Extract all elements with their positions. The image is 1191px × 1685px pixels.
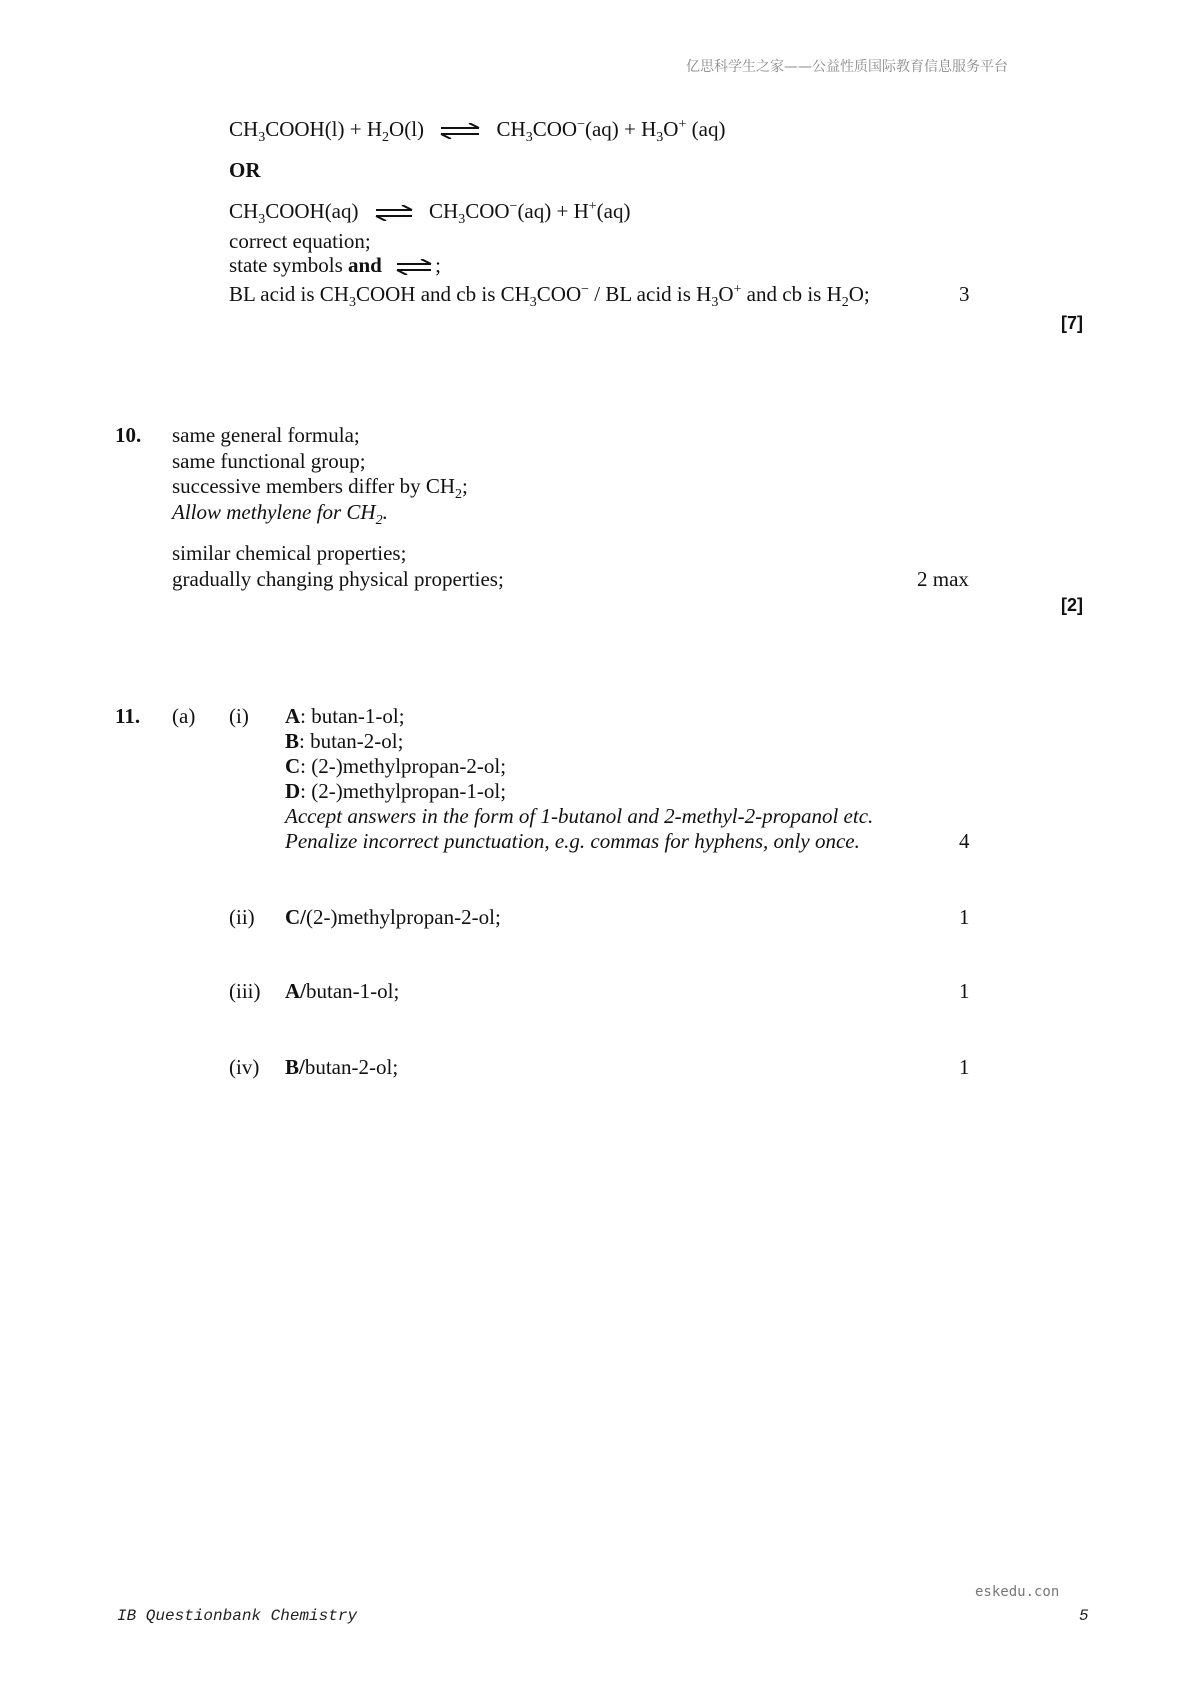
q11-note-penalize: Penalize incorrect punctuation, e.g. commas for hyphens, only once. bbox=[285, 829, 860, 853]
marks-q10: 2 max bbox=[917, 567, 969, 591]
q11-sub-iv-label: (iv) bbox=[229, 1055, 260, 1079]
equation-1 bbox=[229, 117, 726, 146]
state-symbols-line: state symbols and ; bbox=[229, 253, 441, 277]
q10-line-1: same general formula; bbox=[172, 423, 360, 447]
q10-similar-line: similar chemical properties; bbox=[172, 541, 407, 565]
q11-sub-i-label: (i) bbox=[229, 704, 249, 728]
q10-line-2: same functional group; bbox=[172, 449, 366, 473]
total-marks-q10: [2] bbox=[1061, 595, 1083, 615]
answer-d: D: (2-)methylpropan-1-ol; bbox=[285, 779, 507, 803]
answer-a: A: butan-1-ol; bbox=[285, 704, 405, 728]
or-label: OR bbox=[229, 158, 261, 182]
equation-2-rhs: $CH_3COO^-(aq) + H^+(aq)$ bbox=[429, 199, 631, 228]
q11-sub-iii-label: (iii) bbox=[229, 979, 261, 1003]
equation-2-lhs: $CH_3COOH(aq)$ bbox=[229, 199, 359, 228]
q10-allow-note: Allow methylene for $CH_2$. bbox=[172, 500, 388, 529]
answer-c: C: (2-)methylpropan-2-ol; bbox=[285, 754, 507, 778]
q11-note-accept: Accept answers in the form of 1-butanol and 2-methyl-2-propanol etc. bbox=[285, 804, 874, 828]
total-marks-q9: [7] bbox=[1061, 313, 1083, 333]
question-number-10: 10. bbox=[115, 423, 142, 447]
equation-1-lhs: $CH_3COOH(l) + H_2O(l)$ bbox=[229, 117, 425, 146]
question-number-11: 11. bbox=[115, 704, 141, 728]
page-number: 5 bbox=[1079, 1607, 1089, 1625]
equation-1-rhs: $CH_3COO^-(aq) + H_3O^+$ (aq) bbox=[496, 117, 726, 146]
answer-b: B: butan-2-ol; bbox=[285, 729, 404, 753]
q11-sub-ii-label: (ii) bbox=[229, 905, 255, 929]
correct-equation-line: correct equation; bbox=[229, 229, 371, 253]
marks-q11-i: 4 bbox=[959, 829, 970, 853]
equilibrium-arrow-icon bbox=[374, 205, 414, 221]
equation-2 bbox=[229, 199, 631, 228]
marks-q11-iii: 1 bbox=[959, 979, 970, 1003]
answer-iii: A/butan-1-ol; bbox=[285, 979, 400, 1003]
q10-successive-line: successive members differ by $CH_2$; bbox=[172, 474, 468, 503]
marks-q11-ii: 1 bbox=[959, 905, 970, 929]
marks-bl-acid: 3 bbox=[959, 282, 970, 306]
q10-gradually-line: gradually changing physical properties; bbox=[172, 567, 504, 591]
footer-site: eskedu.con bbox=[975, 1584, 1060, 1600]
marks-q11-iv: 1 bbox=[959, 1055, 970, 1079]
site-header-title: 亿思科学生之家——公益性质国际教育信息服务平台 bbox=[686, 59, 1008, 75]
bl-acid-line: BL acid is $CH_3COOH$ and cb is $CH_3COO^-$ / BL acid is $H_3O^+$ and cb is $H_2O$; bbox=[229, 282, 870, 311]
answer-ii: C/(2-)methylpropan-2-ol; bbox=[285, 905, 501, 929]
answer-iv: B/butan-2-ol; bbox=[285, 1055, 399, 1079]
equilibrium-arrow-icon bbox=[439, 123, 481, 139]
equilibrium-arrow-icon bbox=[395, 259, 433, 275]
footer-source: IB Questionbank Chemistry bbox=[117, 1607, 358, 1625]
q11-part-a: (a) bbox=[172, 704, 196, 728]
